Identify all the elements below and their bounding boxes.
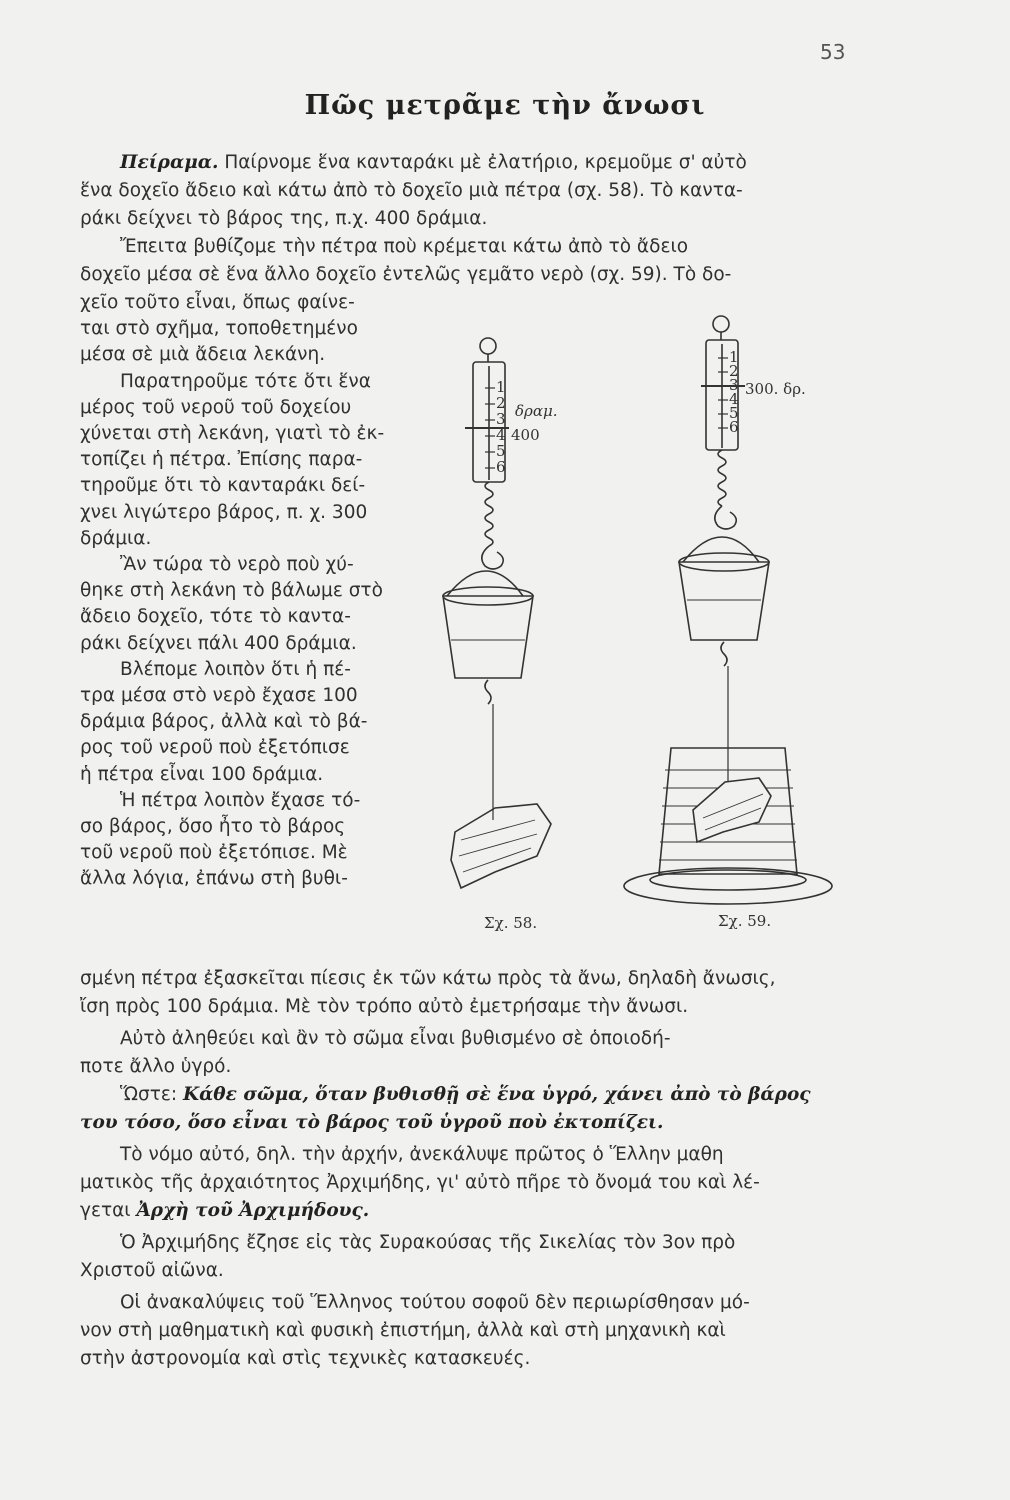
column-line: δράμια βάρος, ἀλλὰ καὶ τὸ βά- xyxy=(80,711,368,732)
column-line: ἡ πέτρα εἶναι 100 δράμια. xyxy=(80,764,324,785)
body-line-12: Οἱ ἀνακαλύψεις τοῦ Ἕλληνος τούτου σοφοῦ δὲν περιωρίσθησαν μό- xyxy=(120,1292,750,1313)
column-line: δράμια. xyxy=(80,528,152,549)
body-line-13: νον στὴ μαθηματικὴ καὶ φυσικὴ ἐπιστήμη, ἀλλὰ καὶ στὴ μηχανικὴ καὶ xyxy=(80,1320,726,1341)
column-line: μέσα σὲ μιὰ ἄδεια λεκάνη. xyxy=(80,344,326,365)
column-line: τοῦ νεροῦ ποὺ ἐξετόπισε. Μὲ xyxy=(80,842,348,863)
body-line-8: ματικὸς τῆς ἀρχαιότητος Ἀρχιμήδης, γι' αὐτὸ πῆρε τὸ ὄνομά του καὶ λέ- xyxy=(80,1172,760,1193)
bucket-handle xyxy=(447,571,523,596)
body-line-10: Ὁ Ἀρχιμήδης ἔζησε εἰς τὰς Συρακούσας τῆς Σικελίας τὸν 3ον πρὸ xyxy=(120,1232,736,1253)
bucket-handle xyxy=(683,537,759,562)
body-line-9-prefix: γεται xyxy=(80,1200,131,1221)
column-line: τοπίζει ἡ πέτρα. Ἐπίσης παρα- xyxy=(80,449,363,470)
column-line: θηκε στὴ λεκάνη τὸ βάλωμε στὸ xyxy=(80,580,383,601)
body-line-14: στὴν ἀστρονομία καὶ στὶς τεχνικὲς κατασκευές. xyxy=(80,1348,531,1369)
scale-hook-ring xyxy=(713,316,729,332)
column-line: μέρος τοῦ νεροῦ τοῦ δοχείου xyxy=(80,397,352,418)
column-line: ἄδειο δοχεῖο, τότε τὸ καντα- xyxy=(80,606,351,627)
figure-59-caption: Σχ. 59. xyxy=(718,912,772,930)
spring-coil xyxy=(718,450,726,506)
tick-label: 6 xyxy=(496,458,506,476)
column-line: ρος τοῦ νεροῦ ποὺ ἐξετόπισε xyxy=(80,737,350,758)
figure-59-illustration xyxy=(624,316,832,904)
spring-coil xyxy=(485,482,493,546)
column-line: ἄλλα λόγια, ἐπάνω στὴ βυθι- xyxy=(80,868,348,889)
column-line: Βλέπομε λοιπὸν ὅτι ἡ πέ- xyxy=(120,659,351,680)
tick-label: 4 xyxy=(729,390,739,408)
scale-reading-59: 300. δρ. xyxy=(745,380,806,398)
intro-line-2: ἕνα δοχεῖο ἄδειο καὶ κάτω ἀπὸ τὸ δοχεῖο μιὰ πέτρα (σχ. 58). Τὸ καντα- xyxy=(80,180,743,201)
body-line-7: Τὸ νόμο αὐτό, δηλ. τὴν ἀρχήν, ἀνεκάλυψε πρῶτος ὁ Ἕλλην μαθη xyxy=(120,1144,724,1165)
scale-hook-ring xyxy=(480,338,496,354)
body-line-2: ἴση πρὸς 100 δράμια. Μὲ τὸν τρόπο αὐτὸ ἐμετρήσαμε τὴν ἄνωσι. xyxy=(80,996,689,1017)
column-line: Ἡ πέτρα λοιπὸν ἔχασε τό- xyxy=(120,790,361,811)
intro-line-1 xyxy=(120,150,747,176)
scale-unit-label: δραμ. xyxy=(515,402,558,420)
column-line: χνει λιγώτερο βάρος, π. χ. 300 xyxy=(80,502,368,523)
column-line: Παρατηροῦμε τότε ὅτι ἕνα xyxy=(120,371,371,392)
law-statement-1: Κάθε σῶμα, ὅταν βυθισθῇ σὲ ἕνα ὑγρό, χάνει ἀπὸ τὸ βάρος xyxy=(182,1084,811,1105)
body-line-4: ποτε ἄλλο ὑγρό. xyxy=(80,1056,232,1077)
scale-reading-58: 400 xyxy=(511,426,540,444)
bucket xyxy=(443,596,533,678)
tick-label: 3 xyxy=(496,410,506,428)
column-line: τρα μέσα στὸ νερὸ ἔχασε 100 xyxy=(80,685,358,706)
column-line: χεῖο τοῦτο εἶναι, ὅπως φαίνε- xyxy=(80,292,355,313)
tick-label: 4 xyxy=(496,426,506,444)
figures-58-59 xyxy=(425,300,885,940)
law-prefix: Ὥστε: xyxy=(120,1084,178,1105)
column-line: τηροῦμε ὅτι τὸ κανταράκι δεί- xyxy=(80,475,366,496)
body-line-1: σμένη πέτρα ἐξασκεῖται πίεσις ἐκ τῶν κάτω πρὸς τὰ ἄνω, δηλαδὴ ἄνωσις, xyxy=(80,968,776,989)
intro-line-1-text: Παίρνομε ἕνα κανταράκι μὲ ἐλατήριο, κρεμοῦμε σ' αὐτὸ xyxy=(224,152,747,173)
law-statement-2: του τόσο, ὅσο εἶναι τὸ βάρος τοῦ ὑγροῦ ποὺ ἐκτοπίζει. xyxy=(80,1112,664,1133)
archimedes-principle-term: Ἀρχὴ τοῦ Ἀρχιμήδους. xyxy=(136,1200,370,1221)
body-line-11: Χριστοῦ αἰῶνα. xyxy=(80,1260,224,1281)
law-line-2 xyxy=(80,1110,663,1136)
bucket xyxy=(679,562,769,640)
tick-label: 5 xyxy=(496,442,506,460)
body-line-9 xyxy=(80,1198,369,1224)
figure-58-caption: Σχ. 58. xyxy=(484,914,538,932)
page-number: 53 xyxy=(820,40,846,64)
experiment-label: Πείραμα. xyxy=(120,152,219,173)
column-line: ράκι δείχνει πάλι 400 δράμια. xyxy=(80,633,357,654)
column-line: χύνεται στὴ λεκάνη, γιατὶ τὸ ἐκ- xyxy=(80,423,385,444)
intro-line-4: Ἔπειτα βυθίζομε τὴν πέτρα ποὺ κρέμεται κάτω ἀπὸ τὸ ἄδειο xyxy=(120,236,689,257)
law-line-1 xyxy=(120,1082,811,1108)
scale-ticks-59 xyxy=(729,348,739,436)
tick-label: 2 xyxy=(496,394,506,412)
tick-label: 1 xyxy=(729,348,739,366)
tick-label: 2 xyxy=(729,362,739,380)
tick-label: 1 xyxy=(496,378,506,396)
body-line-3: Αὐτὸ ἀληθεύει καὶ ἂν τὸ σῶμα εἶναι βυθισμένο σὲ ὁποιοδή- xyxy=(120,1028,671,1049)
tick-label: 3 xyxy=(729,376,739,394)
scale-ticks-58 xyxy=(496,378,506,476)
stone xyxy=(451,804,551,888)
intro-line-3: ράκι δείχνει τὸ βάρος της, π.χ. 400 δράμια. xyxy=(80,208,488,229)
column-line: ται στὸ σχῆμα, τοποθετημένο xyxy=(80,318,358,339)
intro-line-5: δοχεῖο μέσα σὲ ἕνα ἄλλο δοχεῖο ἐντελῶς γεμᾶτο νερὸ (σχ. 59). Τὸ δο- xyxy=(80,264,732,285)
column-line: Ἂν τώρα τὸ νερὸ ποὺ χύ- xyxy=(120,554,354,575)
page-title: Πῶς μετρᾶμε τὴν ἄνωσι xyxy=(304,90,706,121)
tick-label: 5 xyxy=(729,404,739,422)
column-line: σο βάρος, ὅσο ἦτο τὸ βάρος xyxy=(80,816,346,837)
tick-label: 6 xyxy=(729,418,739,436)
